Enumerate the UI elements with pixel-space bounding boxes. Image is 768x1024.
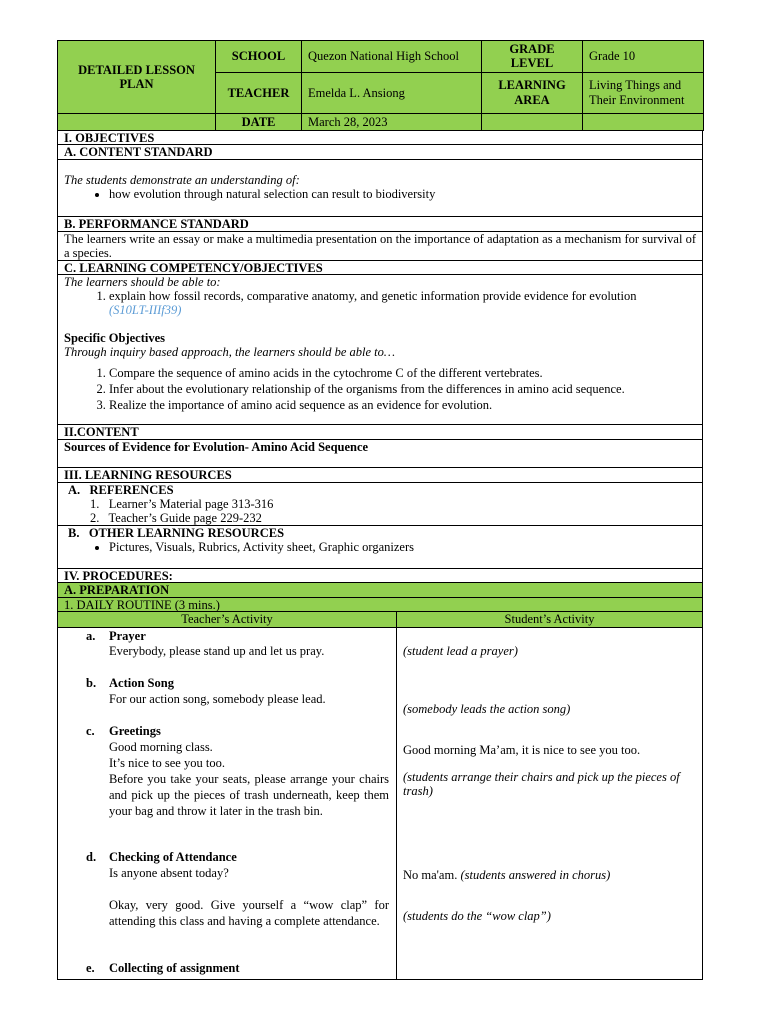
attendance-teacher-text-1: Is anyone absent today? [109,866,229,881]
student-activity-header: Student’s Activity [504,612,595,627]
plan-title: DETAILED LESSON PLAN [58,41,216,114]
lesson-plan-page [57,40,703,980]
content-heading: II.CONTENT [57,425,703,440]
other-resources-list [64,540,696,555]
area-value: Living Things and Their Environment [583,72,704,113]
greetings-student-text-2: (students arrange their chairs and pick up the pieces of trash) [403,770,680,799]
attendance-student-answer: No ma'am. [403,868,458,883]
prayer-student-text: (student lead a prayer) [403,644,518,659]
specific-objectives-intro: Through inquiry based approach, the learners should be able to… [64,345,395,360]
preparation-heading: A. PREPARATION [57,583,703,598]
teacher-activity-header: Teacher’s Activity [58,612,397,627]
competency-intro: The learners should be able to: [64,275,221,290]
list-item: 2. Infer about the evolutionary relationship of the organisms from the differences in amino acid sequence. [109,381,696,397]
content-standard-heading: A. CONTENT STANDARD [57,145,703,160]
item-letter: a. [86,629,96,644]
attendance-student-text-2: (students do the “wow clap”) [403,909,551,924]
greetings-title: Greetings [109,724,161,739]
header-empty-cell [482,113,583,130]
daily-routine-heading: 1. DAILY ROUTINE (3 mins.) [57,598,703,612]
competency-heading: C. LEARNING COMPETENCY/OBJECTIVES [57,261,703,275]
greetings-student-text-1: Good morning Ma’am, it is nice to see you too. [403,743,641,758]
objectives-heading: I. OBJECTIVES [57,131,703,145]
assignment-title: Collecting of assignment [109,961,240,976]
header-empty-cell [58,113,216,130]
resources-heading: III. LEARNING RESOURCES [57,468,703,483]
list-item: • how evolution through natural selection can result to biodiversity [109,187,696,202]
header-table [57,40,704,131]
action-song-student-text: (somebody leads the action song) [403,702,571,717]
reference-item: 2. Teacher’s Guide page 229-232 [90,511,262,526]
teacher-value: Emelda L. Ansiong [302,72,482,113]
attendance-title: Checking of Attendance [109,850,237,865]
action-song-teacher-text: For our action song, somebody please lead. [109,692,326,707]
activity-table [57,628,703,980]
date-label: DATE [216,113,302,130]
list-item: 3. Realize the importance of amino acid sequence as an evidence for evolution. [109,397,696,413]
list-item: • Pictures, Visuals, Rubrics, Activity sheet, Graphic organizers [109,540,696,555]
area-label: LEARNING AREA [482,72,583,113]
action-song-title: Action Song [109,676,174,691]
content-standard-section [57,160,703,217]
grade-label: GRADE LEVEL [482,41,583,73]
greetings-teacher-text-2: It’s nice to see you too. [109,756,225,771]
references-heading: A. REFERENCES [68,483,174,498]
school-label: SCHOOL [216,41,302,73]
attendance-teacher-text-2: Okay, very good. Give yourself a “wow clap” for attending this class and having a complete attendance. [109,898,389,929]
item-letter: e. [86,961,95,976]
item-letter: b. [86,676,97,691]
other-resources-section [57,526,703,569]
date-value: March 28, 2023 [302,113,482,130]
performance-standard-text: The learners write an essay or make a multimedia presentation on the importance of adaptation as a mechanism for survival of a species. [57,232,703,261]
prayer-title: Prayer [109,629,146,644]
greetings-teacher-text-3: Before you take your seats, please arrange your chairs and pick up the pieces of trash underneath, keep them your bag and throw it later in the trash bin. [109,772,389,819]
content-standard-intro: The students demonstrate an understanding of: [64,173,300,188]
competency-list [64,289,696,317]
other-resources-heading: B. OTHER LEARNING RESOURCES [68,526,285,541]
specific-objectives-heading: Specific Objectives [64,331,166,346]
header-empty-cell [583,113,704,130]
content-standard-list [64,187,696,202]
procedures-heading: IV. PROCEDURES: [57,569,703,583]
competency-section [57,275,703,425]
activity-column-headers [57,612,703,628]
specific-objectives-list [64,365,696,413]
prayer-teacher-text: Everybody, please stand up and let us pray. [109,644,325,659]
competency-item: explain how fossil records, comparative anatomy, and genetic information provide evidence for evolution [109,289,637,304]
teacher-label: TEACHER [216,72,302,113]
item-letter: d. [86,850,97,865]
content-topic: Sources of Evidence for Evolution- Amino Acid Sequence [57,440,703,468]
references-section [57,483,703,526]
performance-standard-heading: B. PERFORMANCE STANDARD [57,217,703,232]
attendance-student-text-1 [403,867,699,883]
reference-item: 1. Learner’s Material page 313-316 [90,497,274,512]
item-letter: c. [86,724,95,739]
grade-value: Grade 10 [583,41,704,73]
column-divider [396,628,397,979]
list-item: 1. Compare the sequence of amino acids in the cytochrome C of the different vertebrates. [109,365,696,381]
attendance-student-note: (students answered in chorus) [460,868,611,883]
list-item [109,289,696,317]
greetings-teacher-text-1: Good morning class. [109,740,213,755]
school-value: Quezon National High School [302,41,482,73]
competency-code: (S10LT-IIIf39) [109,303,182,318]
